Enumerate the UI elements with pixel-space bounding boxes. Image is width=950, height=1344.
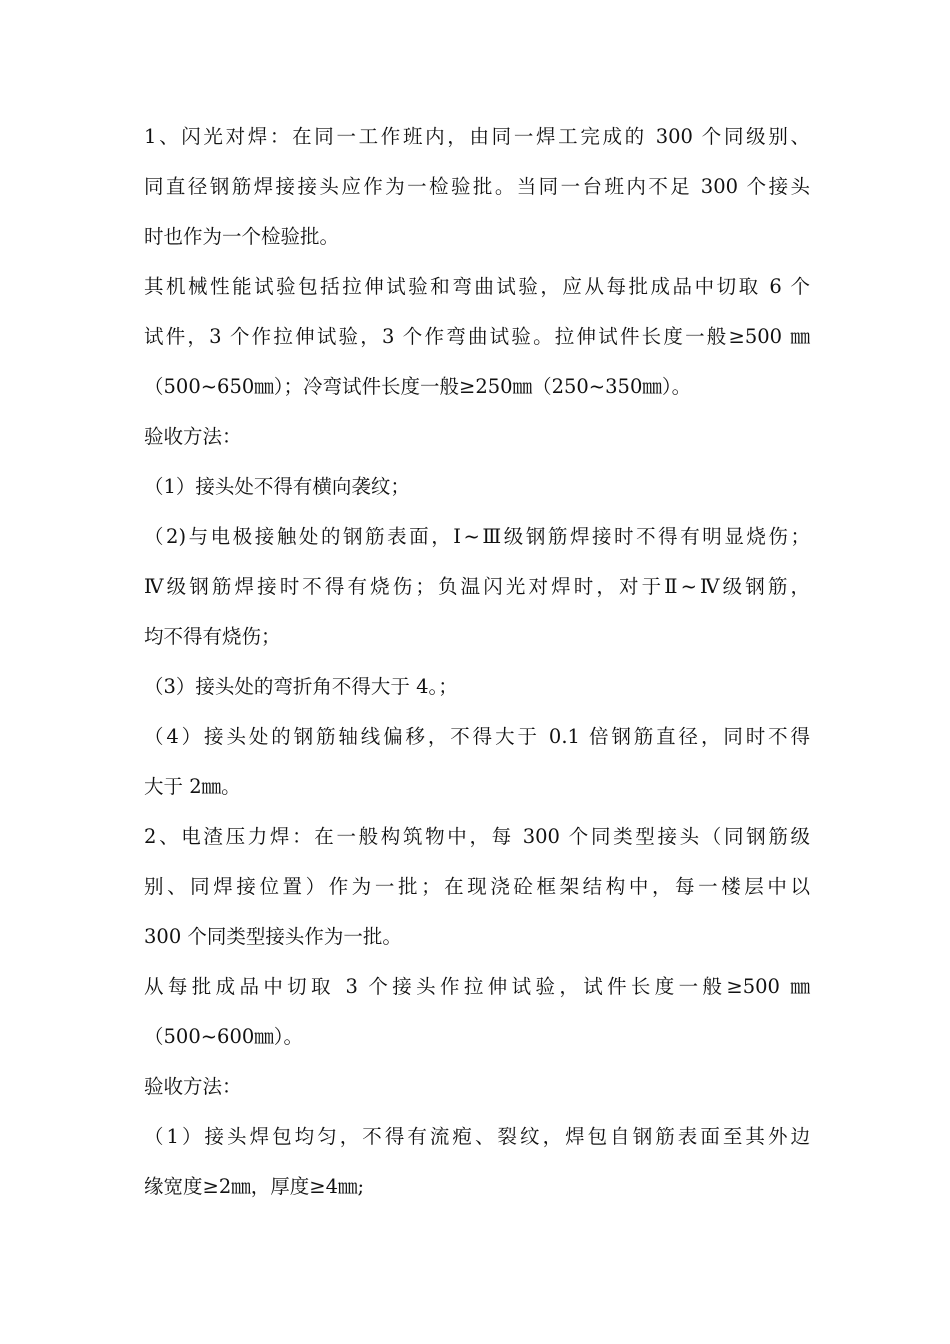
text-line: 从每批成品中切取 3 个接头作拉伸试验，试件长度一般≥500 ㎜: [144, 975, 810, 998]
text-line: （3）接头处的弯折角不得大于 4。；: [144, 675, 458, 698]
text-line: （4）接头处的钢筋轴线偏移，不得大于 0.1 倍钢筋直径，同时不得: [144, 725, 810, 748]
text-line: 均不得有烧伤；: [144, 625, 281, 648]
text-line: 2、电渣压力焊：在一般构筑物中，每 300 个同类型接头（同钢筋级: [144, 825, 810, 848]
text-line: （500~600㎜）。: [144, 1025, 304, 1048]
document-body: [144, 112, 810, 1212]
text-line: 时也作为一个检验批。: [144, 225, 340, 248]
text-line: 验收方法：: [144, 425, 242, 448]
text-line: 300 个同类型接头作为一批。: [144, 925, 402, 948]
text-line: 大于 2㎜。: [144, 775, 241, 798]
text-line: （2)与电极接触处的钢筋表面，Ⅰ~Ⅲ级钢筋焊接时不得有明显烧伤；: [144, 525, 810, 548]
text-line: 试件，3 个作拉伸试验，3 个作弯曲试验。拉伸试件长度一般≥500 ㎜: [144, 325, 810, 348]
text-line: 别、同焊接位置）作为一批；在现浇砼框架结构中，每一楼层中以: [144, 875, 810, 898]
text-line: 1、闪光对焊：在同一工作班内，由同一焊工完成的 300 个同级别、: [144, 125, 810, 148]
text-line: （1）接头焊包均匀，不得有流疱、裂纹，焊包自钢筋表面至其外边: [144, 1125, 810, 1148]
text-line: 同直径钢筋焊接接头应作为一检验批。当同一台班内不足 300 个接头: [144, 175, 810, 198]
text-line: 验收方法：: [144, 1075, 242, 1098]
text-line: 缘宽度≥2㎜，厚度≥4㎜;: [144, 1175, 365, 1198]
text-line: Ⅳ级钢筋焊接时不得有烧伤；负温闪光对焊时，对于Ⅱ~Ⅳ级钢筋，: [144, 575, 810, 598]
text-line: 其机械性能试验包括拉伸试验和弯曲试验，应从每批成品中切取 6 个: [144, 275, 810, 298]
text-line: （1）接头处不得有横向袭纹；: [144, 475, 410, 498]
text-line: （500~650㎜）；冷弯试件长度一般≥250㎜（250~350㎜）。: [144, 375, 692, 398]
